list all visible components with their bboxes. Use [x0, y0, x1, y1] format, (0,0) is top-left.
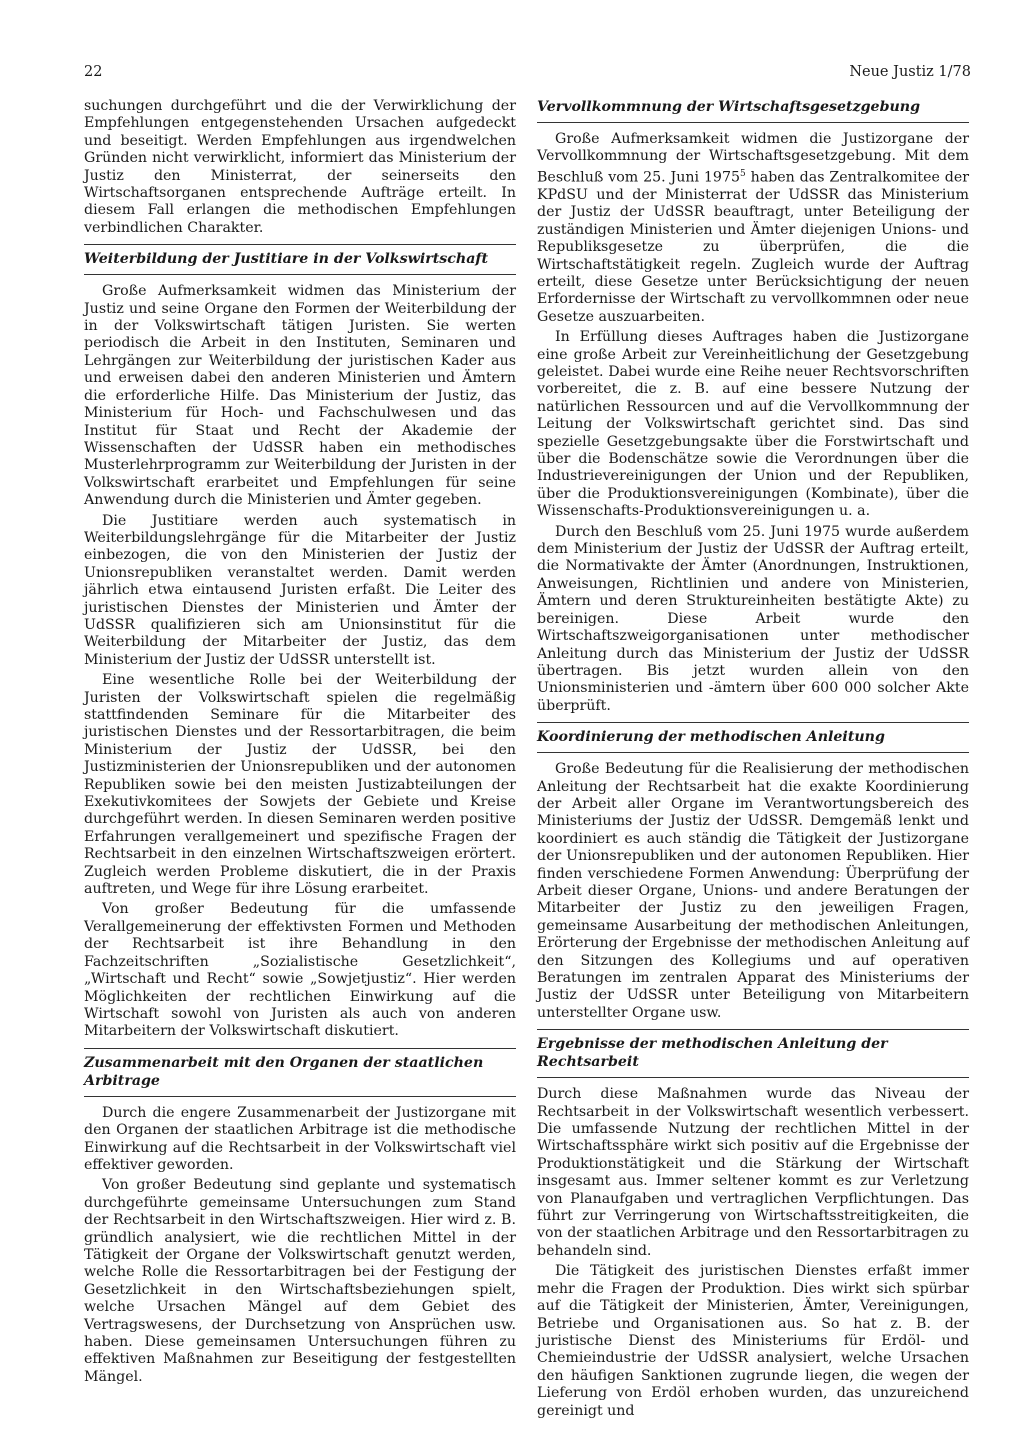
paragraph: Die Tätigkeit des juristischen Dienstes erfaßt immer mehr die Fragen der Produktion. Dies wirkt sich spürbar auf die Tätigkeit der Ministerien, Ämter, Vereinigungen, Betriebe und Organisationen aus. So hat z. B. der juristische Dienst des Ministeriums für Erdöl- und Chemieindustrie der UdSSR analysiert, welche Ursachen den häufigen Sanktionen zugrunde liegen, die wegen der Lieferung von Erdöl erhoben wurden, das unzureichend gereinigt und	[537, 1263, 969, 1419]
section	[537, 98, 969, 715]
paragraph: Von großer Bedeutung sind geplante und systematisch durchgeführte gemeinsame Untersuchungen zum Stand der Rechtsarbeit in den Wirtschaftszweigen. Hier wird z. B. gründlich analysiert, wie die rechtlichen Mittel in der Tätigkeit der Organe der Volkswirtschaft genutzt werden, welche Rolle die Ressortarbitragen bei der Festigung der Gesetzlichkeit in den Wirtschaftsbeziehungen spielt, welche Ursachen Mängel auf dem Gebiet des Vertragswesens, der Durchsetzung von Ansprüchen usw. haben. Diese gemeinsamen Untersuchungen führen zu effektiven Maßnahmen zur Beseitigung der festgestellten Mängel.	[84, 1177, 516, 1385]
section	[537, 1029, 969, 1420]
section	[84, 1048, 516, 1387]
paragraph: Durch diese Maßnahmen wurde das Niveau der Rechtsarbeit in der Volkswirtschaft wesentlich verbessert. Die umfassende Nutzung der rechtlichen Mittel in der Wirtschaftssphäre wirkt sich positiv auf die Ergebnisse der Produktionstätigkeit und die Stärkung der Wirtschaft insgesamt aus. Immer seltener kommt es zur Verletzung von Planaufgaben und vertraglichen Verpflichtungen. Das führt zur Verringerung von Wirtschaftsstreitigkeiten, die von der staatlichen Arbitrage und den Ressortarbitragen zu behandeln sind.	[537, 1086, 969, 1259]
section-heading: Ergebnisse der methodischen Anleitung der Rechtsarbeit	[537, 1030, 969, 1078]
paragraph: suchungen durchgeführt und die der Verwirklichung der Empfehlungen entgegenstehenden Ursachen aufgedeckt und beseitigt. Werden Empfehlungen aus irgendwelchen Gründen nicht verwirklicht, informiert das Ministerium der Justiz den Ministerrat, der seinerseits den Wirtschaftsorganen entsprechende Aufträge erteilt. In diesem Fall erlangen die methodischen Empfehlungen verbindlichen Charakter.	[84, 98, 516, 236]
paragraph: Durch die engere Zusammenarbeit der Justizorgane mit den Organen der staatlichen Arbitrage ist die methodische Einwirkung auf die Rechtsarbeit in der Volkswirtschaft viel effektiver geworden.	[84, 1104, 516, 1173]
right-column	[537, 98, 969, 1420]
paragraph: Von großer Bedeutung für die umfassende Verallgemeinerung der effektivsten Formen und Methoden der Rechtsarbeit ist ihre Behandlung in den Fachzeitschriften „Sozialistische Gesetzlichkeit“, „Wirtschaft und Recht“ sowie „Sowjetjustiz“. Hier werden Möglichkeiten der rechtlichen Einwirkung auf die Wirtschaft sowohl von Juristen als auch von anderen Mitarbeitern der Volkswirtschaft diskutiert.	[84, 901, 516, 1040]
paragraph: Durch den Beschluß vom 25. Juni 1975 wurde außerdem dem Ministerium der Justiz der UdSSR der Auftrag erteilt, die Normativakte der Ämter (Anordnungen, Instruktionen, Anweisungen, Richtlinien und andere von Ministerien, Ämtern und deren Struktureinheiten bestätigte Akte) zu bereinigen. Diese Arbeit wurde den Wirtschaftszweigorganisationen unter methodischer Anleitung durch das Ministerium der Justiz der UdSSR übertragen. Bis jetzt wurden allein von den Unionsministerien und -ämtern über 600 000 solcher Akte überprüft.	[537, 523, 969, 714]
section	[537, 722, 969, 1022]
section-heading: Vervollkommnung der Wirtschaftsgesetzgebung	[537, 98, 969, 123]
paragraph: Große Aufmerksamkeit widmen das Ministerium der Justiz und seine Organe den Formen der Weiterbildung der in der Volkswirtschaft tätigen Juristen. Sie werten periodisch die Arbeit in den Instituten, Seminaren und Lehrgängen zur Weiterbildung der juristischen Kader aus und erweisen dabei den anderen Ministerien und Ämtern die erforderliche Hilfe. Das Ministerium der Justiz, das Ministerium für Hoch- und Fachschulwesen und das Institut für Staat und Recht der Akademie der Wissenschaften der UdSSR haben ein methodisches Musterlehrprogramm zur Weiterbildung der Juristen in der Volkswirtschaft erarbeitet und Empfehlungen für seine Anwendung durch die Ministerien und Ämter gegeben.	[84, 283, 516, 509]
paragraph-text: Große Aufmerksamkeit widmen die Justizorgane der Vervollkommnung der Wirtschaftsgesetzgebung. Mit dem Beschluß vom 25. Juni 1975	[537, 131, 969, 186]
paragraph: In Erfüllung dieses Auftrages haben die Justizorgane eine große Arbeit zur Vereinheitlichung der Gesetzgebung geleistet. Dabei wurde eine Reihe neuer Rechtsvorschriften vorbereitet, die z. B. auf eine bessere Nutzung der natürlichen Ressourcen und auf die Vervollkommnung der Leitung der Volkswirtschaft gerichtet sind. Das sind spezielle Gesetzgebungsakte über die Forstwirtschaft und über die Bodenschätze sowie die Verordnungen über die Industrievereinigungen der Union und der Republiken, über die Produktionsvereinigungen (Kombinate), über die Wissenschafts-Produktionsvereinigungen u. a.	[537, 329, 969, 520]
section-heading: Zusammenarbeit mit den Organen der staatlichen Arbitrage	[84, 1049, 516, 1097]
left-column	[84, 98, 516, 1386]
paragraph: Große Bedeutung für die Realisierung der methodischen Anleitung der Rechtsarbeit hat die exakte Koordinierung der Arbeit aller Organe im Verantwortungsbereich des Ministeriums der Justiz der UdSSR. Demgemäß lenkt und koordiniert es auch ständig die Tätigkeit der Justizorgane der Unionsrepubliken und der autonomen Republiken. Hier finden verschiedene Formen Anwendung: Überprüfung der Arbeit dieser Organe, Unions- und andere Beratungen der Mitarbeiter der Justiz zu den jeweiligen Fragen, gemeinsame Ausarbeitung der methodischen Anleitungen, Erörterung der Ergebnisse der methodischen Anleitung auf den Sitzungen des Kollegiums und auf operativen Beratungen im zentralen Apparat des Ministeriums der Justiz der UdSSR unter Beteiligung von Mitarbeitern unterstellter Organe usw.	[537, 761, 969, 1021]
paragraph	[537, 131, 969, 326]
section	[84, 244, 516, 1040]
page-number: 22	[84, 64, 103, 80]
section-heading: Koordinierung der methodischen Anleitung	[537, 723, 969, 753]
paragraph: Die Justitiare werden auch systematisch in Weiterbildungslehrgänge für die Mitarbeiter der Justiz einbezogen, die von den Ministerien der Justiz der Unionsrepubliken veranstaltet werden. Damit werden jährlich etwa eintausend Juristen erfaßt. Die Leiter des juristischen Dienstes der Ministerien und Ämter der UdSSR qualifizieren sich am Unionsinstitut für die Weiterbildung der Mitarbeiter der Justiz, das dem Ministerium der Justiz der UdSSR unterstellt ist.	[84, 512, 516, 668]
journal-issue: Neue Justiz 1/78	[849, 64, 971, 80]
footnote-reference: 5	[740, 168, 746, 179]
section-heading: Weiterbildung der Justitiare in der Volkswirtschaft	[84, 245, 516, 275]
paragraph: Eine wesentliche Rolle bei der Weiterbildung der Juristen der Volkswirtschaft spielen die regelmäßig stattfindenden Seminare für die Mitarbeiter des juristischen Dienstes und der Ressortarbitragen, die beim Ministerium der Justiz der UdSSR, bei den Justizministerien der Unionsrepubliken und der autonomen Republiken sowie bei den meisten Justizabteilungen der Exekutivkomitees der Sowjets der Gebiete und Kreise durchgeführt werden. In diesen Seminaren werden positive Erfahrungen verallgemeinert und spezifische Fragen der Rechtsarbeit in den einzelnen Wirtschaftszweigen erörtert. Zugleich werden Probleme diskutiert, die in der Praxis auftreten, und Wege für ihre Lösung erarbeitet.	[84, 672, 516, 898]
paragraph-text: haben das Zentralkomitee der KPdSU und der Ministerrat der UdSSR das Ministerium der Justiz der UdSSR beauftragt, unter Beteiligung der zuständigen Ministerien und Ämter diejenigen Unions- und Republiksgesetze zu überprüfen, die die Wirtschaftstätigkeit regeln. Zugleich wurde der Auftrag erteilt, diese Gesetze unter Berücksichtigung der neuen Erfordernisse der Wirtschaft zu vervollkommnen oder neue Gesetze auszuarbeiten.	[537, 169, 969, 325]
